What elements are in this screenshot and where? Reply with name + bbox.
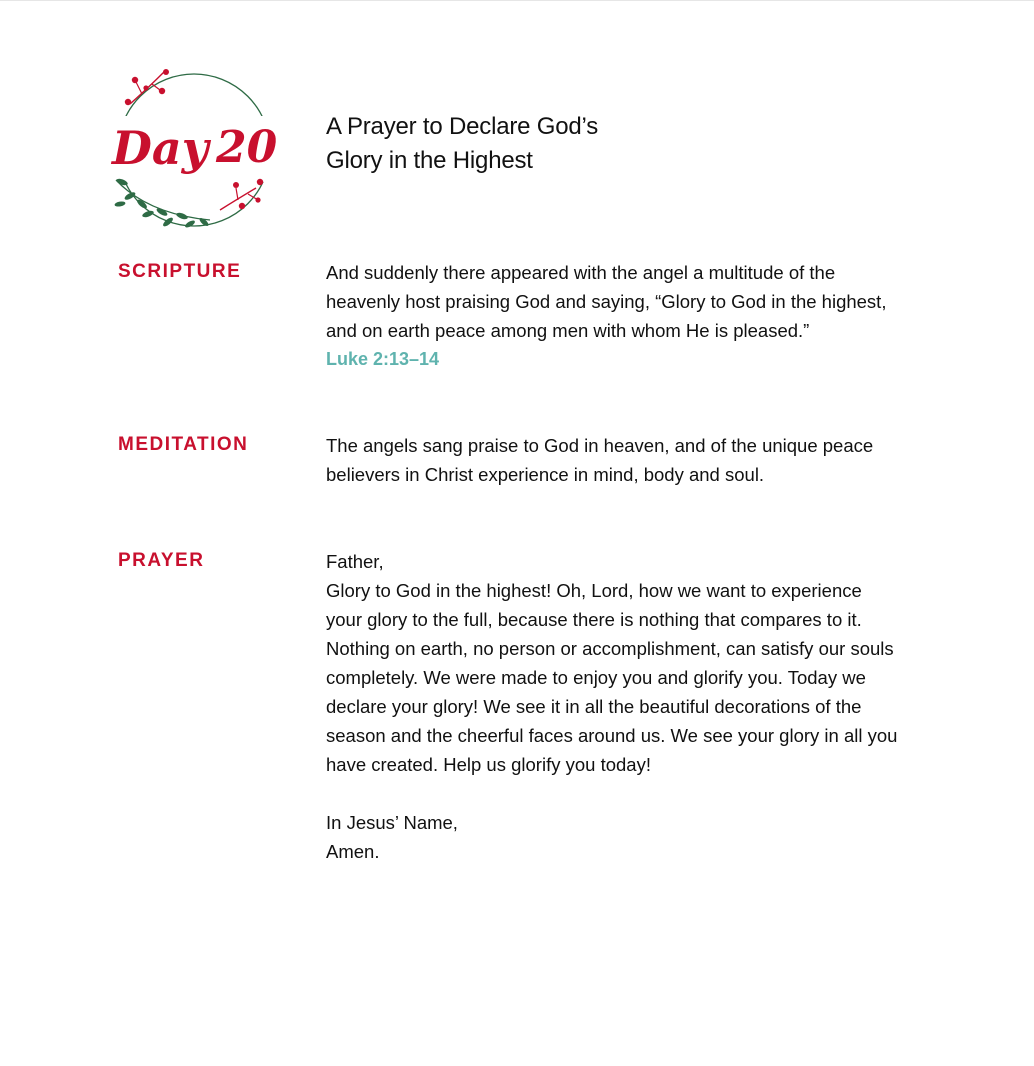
page-title — [326, 110, 926, 178]
prayer-line: completely. We were made to enjoy you and glorify you. Today we — [326, 667, 866, 688]
prayer-greeting: Father, — [326, 551, 384, 572]
scripture-line: heavenly host praising God and saying, “Glory to God in the highest, — [326, 291, 887, 312]
day-word: Day — [112, 121, 209, 175]
prayer-line: declare your glory! We see it in all the beautiful decorations of the — [326, 696, 862, 717]
day-badge — [108, 64, 284, 234]
paragraph-gap — [326, 779, 926, 808]
prayer-line: your glory to the full, because there is nothing that compares to it. — [326, 609, 862, 630]
top-divider — [0, 0, 1034, 1]
berry-branch-top-icon — [125, 69, 169, 105]
meditation-line: The angels sang praise to God in heaven, and of the unique peace — [326, 435, 874, 456]
prayer-label: PRAYER — [118, 550, 205, 571]
day-number: 20 — [216, 122, 278, 173]
prayer-line: Nothing on earth, no person or accomplishment, can satisfy our souls — [326, 638, 894, 659]
leaf-garland-icon — [114, 178, 210, 229]
scripture-text — [326, 258, 926, 374]
wreath-icon — [108, 64, 284, 234]
prayer-line: season and the cheerful faces around us. We see your glory in all you — [326, 725, 898, 746]
prayer-text — [326, 547, 926, 866]
meditation-label: MEDITATION — [118, 434, 249, 455]
scripture-line: and on earth peace among men with whom He is pleased.” — [326, 320, 810, 341]
scripture-reference: Luke 2:13–14 — [326, 349, 440, 369]
scripture-label: SCRIPTURE — [118, 261, 242, 282]
scripture-line: And suddenly there appeared with the angel a multitude of the — [326, 262, 836, 283]
meditation-text — [326, 431, 926, 489]
berry-branch-bottom-icon — [220, 179, 263, 210]
prayer-closing: In Jesus’ Name, — [326, 812, 458, 833]
title-line-1: A Prayer to Declare God’s — [326, 113, 599, 140]
prayer-closing: Amen. — [326, 841, 380, 862]
prayer-line: have created. Help us glorify you today! — [326, 754, 651, 775]
meditation-line: believers in Christ experience in mind, body and soul. — [326, 464, 765, 485]
title-line-2: Glory in the Highest — [326, 147, 533, 174]
prayer-line: Glory to God in the highest! Oh, Lord, how we want to experience — [326, 580, 862, 601]
